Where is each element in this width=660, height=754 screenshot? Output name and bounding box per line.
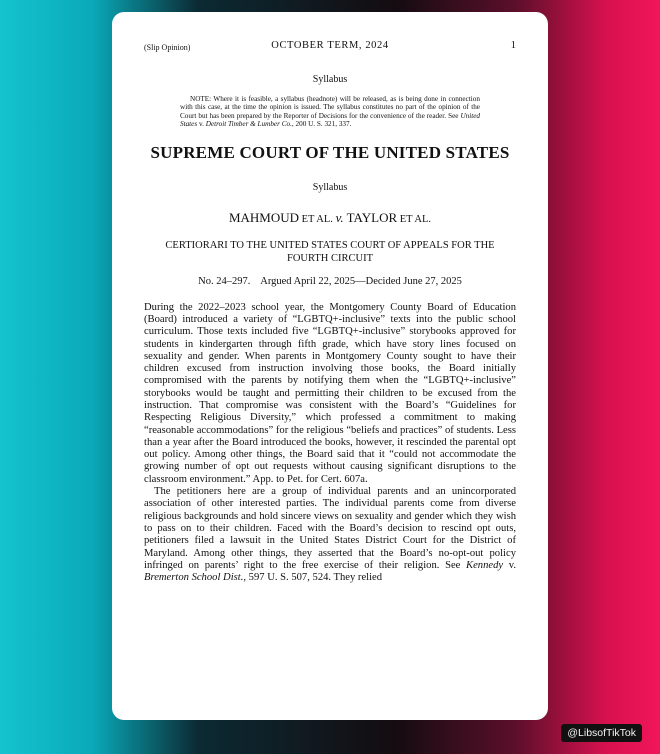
- case-caption: [144, 210, 516, 226]
- respondent-name: TAYLOR: [343, 209, 398, 225]
- petitioner-name: MAHMOUD: [228, 209, 299, 225]
- paragraph-2-citation: , 597 U. S. 507, 524. They relied: [243, 572, 383, 584]
- note-text: NOTE: Where it is feasible, a syllabus (headnote) will be released, as is being done in connection with this case, at the time the opinion is issued. The syllabus constitutes no part of the opinion of the Court but has been prepared by the Reporter of Decisions for the convenience of the reader. See: [180, 95, 480, 120]
- page-number: 1: [510, 40, 516, 51]
- note-case-party: Detroit Timber & Lumber Co.: [205, 120, 292, 129]
- syllabus-heading-2: Syllabus: [312, 181, 348, 193]
- reporter-note: [180, 95, 480, 129]
- certiorari-line: CERTIORARI TO THE UNITED STATES COURT OF APPEALS FOR THE FOURTH CIRCUIT: [165, 239, 495, 264]
- slip-opinion-page: [112, 12, 548, 720]
- syllabus-heading: Syllabus: [312, 74, 348, 85]
- paragraph-2-case-party: Bremerton School Dist.: [144, 572, 244, 584]
- note-case-name: United States: [180, 111, 480, 129]
- note-citation: , 200 U. S. 321, 337.: [291, 120, 352, 129]
- docket-line: No. 24–297. Argued April 22, 2025—Decided June 27, 2025: [198, 275, 462, 287]
- paragraph-1: During the 2022–2023 school year, the Montgomery County Board of Education (Board) introduced a variety of “LGBTQ+-inclusive” texts into the public school curriculum. Those texts included five “LGBTQ+-inclusive” storybooks approved for students in kindergarten through fifth grade, which have story lines focused on sexuality and gender. When parents in Montgomery County sought to have their children excused from instruction involving those books, the Board initially compromised with the parents by notifying them when the “LGBTQ+-inclusive” storybooks would be taught and permitting their children to be excused from the instruction. That compromise was consistent with the Board’s “Guidelines for Respecting Religious Diversity,” which professed a commitment to making “reasonable accommodations” for the religious “beliefs and practices” of students. Less than a year after the Board introduced the books, however, it rescinded the parental opt out policy. Among other things, the Board said that it “could not accommodate the growing number of opt out requests without causing significant disruptions to the classroom environment.” App. to Pet. for Cert. 607a.: [144, 301, 516, 485]
- et-al-label-2: ET AL.: [397, 213, 432, 225]
- slip-opinion-label: (Slip Opinion): [144, 43, 191, 52]
- page-header: [144, 40, 516, 56]
- court-name: SUPREME COURT OF THE UNITED STATES: [150, 142, 510, 162]
- paragraph-2-text: The petitioners here are a group of individual parents and an unincorporated association of other interested parties. The individual parents come from diverse religious backgrounds and hold sincere views on sexuality and gender which they wish to pass on to their children. Faced with the Board’s decision to rescind opt outs, petitioners filed a lawsuit in the United States District Court for the District of Maryland. Among other things, they asserted that the Board’s no-opt-out policy infringed on parents’ right to the free exercise of their religion. See: [144, 486, 516, 571]
- et-al-label: ET AL.: [299, 213, 336, 225]
- versus-label: v.: [335, 209, 344, 225]
- note-versus: v.: [197, 120, 206, 129]
- paragraph-2: [144, 486, 516, 584]
- paragraph-2-versus: v.: [503, 559, 516, 571]
- watermark-label: @LibsofTikTok: [561, 724, 642, 742]
- paragraph-2-case-name: Kennedy: [466, 559, 504, 571]
- term-title: OCTOBER TERM, 2024: [271, 40, 389, 51]
- syllabus-body: [144, 302, 516, 585]
